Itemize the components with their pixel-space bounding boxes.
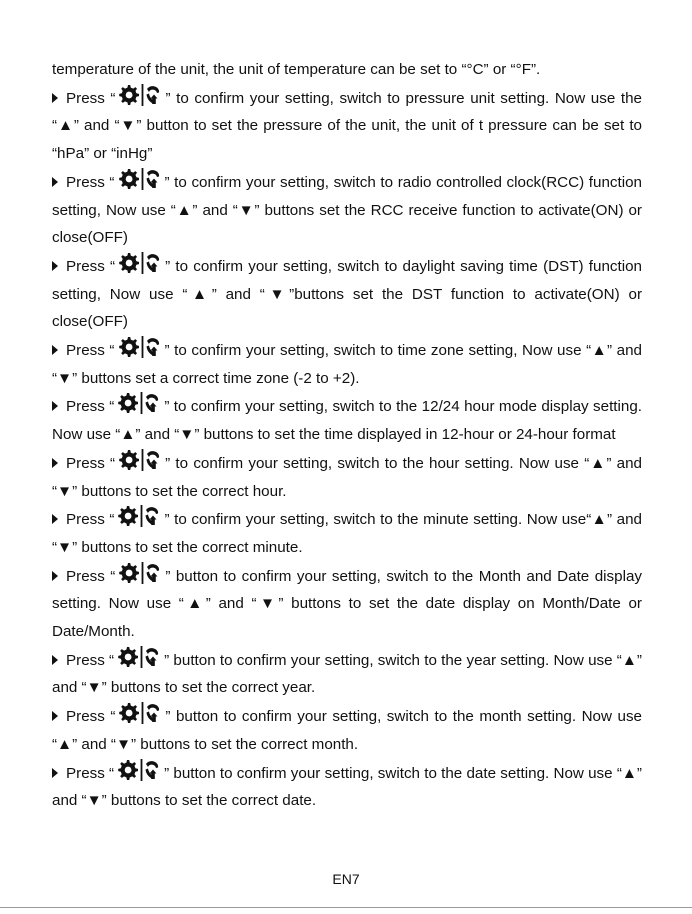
instruction-paragraph	[52, 562, 642, 646]
paragraph-text: ” to confirm your setting, switch to the hour setting. Now use “▲” and “▼” buttons to set the correct hour.	[52, 454, 642, 500]
instruction-paragraph	[52, 84, 642, 168]
paragraph-text: ” button to confirm your setting, switch to the year setting. Now use “▲” and “▼” buttons to set the correct year.	[52, 651, 642, 697]
instruction-paragraph	[52, 449, 642, 505]
bullet-arrow-icon	[52, 177, 58, 187]
paragraph-text: Press “	[66, 567, 116, 585]
instruction-paragraph	[52, 702, 642, 758]
bullet-arrow-icon	[52, 711, 58, 721]
bullet-arrow-icon	[52, 571, 58, 581]
instruction-paragraph	[52, 56, 642, 84]
gear-phone-key-icon	[116, 562, 164, 584]
paragraph-text: ” to confirm your setting, switch to the minute setting. Now use“▲” and “▼” buttons to set the correct minute.	[52, 511, 642, 556]
gear-phone-key-icon	[115, 646, 163, 668]
page-bottom-rule	[0, 907, 692, 908]
bullet-arrow-icon	[52, 655, 58, 665]
instruction-paragraph	[52, 336, 642, 392]
gear-phone-key-icon	[116, 168, 164, 190]
instruction-list	[52, 56, 642, 815]
paragraph-text: Press “	[66, 651, 115, 669]
bullet-arrow-icon	[52, 401, 58, 411]
instruction-paragraph	[52, 505, 642, 561]
bullet-arrow-icon	[52, 768, 58, 778]
paragraph-text: Press “	[66, 398, 115, 416]
bullet-arrow-icon	[52, 345, 58, 355]
paragraph-text: Press “	[66, 511, 115, 529]
gear-phone-key-icon	[116, 702, 164, 724]
paragraph-text: Press “	[66, 454, 116, 472]
paragraph-text: Press “	[66, 257, 116, 275]
bullet-arrow-icon	[52, 514, 58, 524]
paragraph-text: Press “	[66, 708, 116, 726]
instruction-paragraph	[52, 646, 642, 702]
bullet-arrow-icon	[52, 261, 58, 271]
manual-page	[52, 56, 642, 815]
gear-phone-key-icon	[116, 336, 164, 358]
instruction-paragraph	[52, 252, 642, 336]
paragraph-text: Press “	[66, 173, 115, 191]
gear-phone-key-icon	[115, 759, 163, 781]
paragraph-text: ” to confirm your setting, switch to time zone setting, Now use “▲” and “▼” buttons set a correct time zone (-2 to +2).	[52, 342, 642, 387]
gear-phone-key-icon	[115, 392, 163, 414]
instruction-paragraph	[52, 168, 642, 252]
paragraph-text: temperature of the unit, the unit of temperature can be set to “°C” or “°F”.	[52, 61, 541, 78]
paragraph-text: ” to confirm your setting, switch to pressure unit setting. Now use the “▲” and “▼” button to set the pressure of the unit, the unit of t pressure can be set to “hPa” or “inHg”	[52, 89, 643, 163]
instruction-paragraph	[52, 759, 642, 815]
paragraph-text: ” button to confirm your setting, switch to the month setting. Now use “▲” and “▼” buttons to set the correct month.	[52, 708, 642, 753]
bullet-arrow-icon	[52, 93, 58, 103]
gear-phone-key-icon	[116, 449, 164, 471]
bullet-arrow-icon	[52, 458, 58, 468]
gear-phone-key-icon	[116, 84, 164, 106]
paragraph-text: ” button to confirm your setting, switch to the Month and Date display setting. Now use “▲” and “▼” buttons to set the date display on Month/Date or Date/Month.	[52, 567, 642, 641]
gear-phone-key-icon	[116, 252, 164, 274]
paragraph-text: ” to confirm your setting, switch to the 12/24 hour mode display setting. Now use “▲” and “▼” buttons to set the time displayed in 12-hour or 24-hour format	[52, 398, 642, 444]
paragraph-text: Press “	[66, 89, 116, 107]
instruction-paragraph	[52, 392, 642, 448]
paragraph-text: ” to confirm your setting, switch to daylight saving time (DST) function setting, Now use “▲” and “▼”buttons set the DST function to activate(ON) or close(OFF)	[52, 257, 642, 331]
paragraph-text: Press “	[66, 342, 115, 360]
paragraph-text: ” to confirm your setting, switch to radio controlled clock(RCC) function setting, Now use “▲” and “▼” buttons set the RCC receive function to activate(ON) or close(OFF)	[52, 173, 642, 247]
page-number: EN7	[332, 871, 360, 887]
paragraph-text: ” button to confirm your setting, switch to the date setting. Now use “▲” and “▼” buttons to set the correct date.	[52, 764, 642, 810]
gear-phone-key-icon	[115, 505, 163, 527]
paragraph-text: Press “	[66, 764, 115, 782]
